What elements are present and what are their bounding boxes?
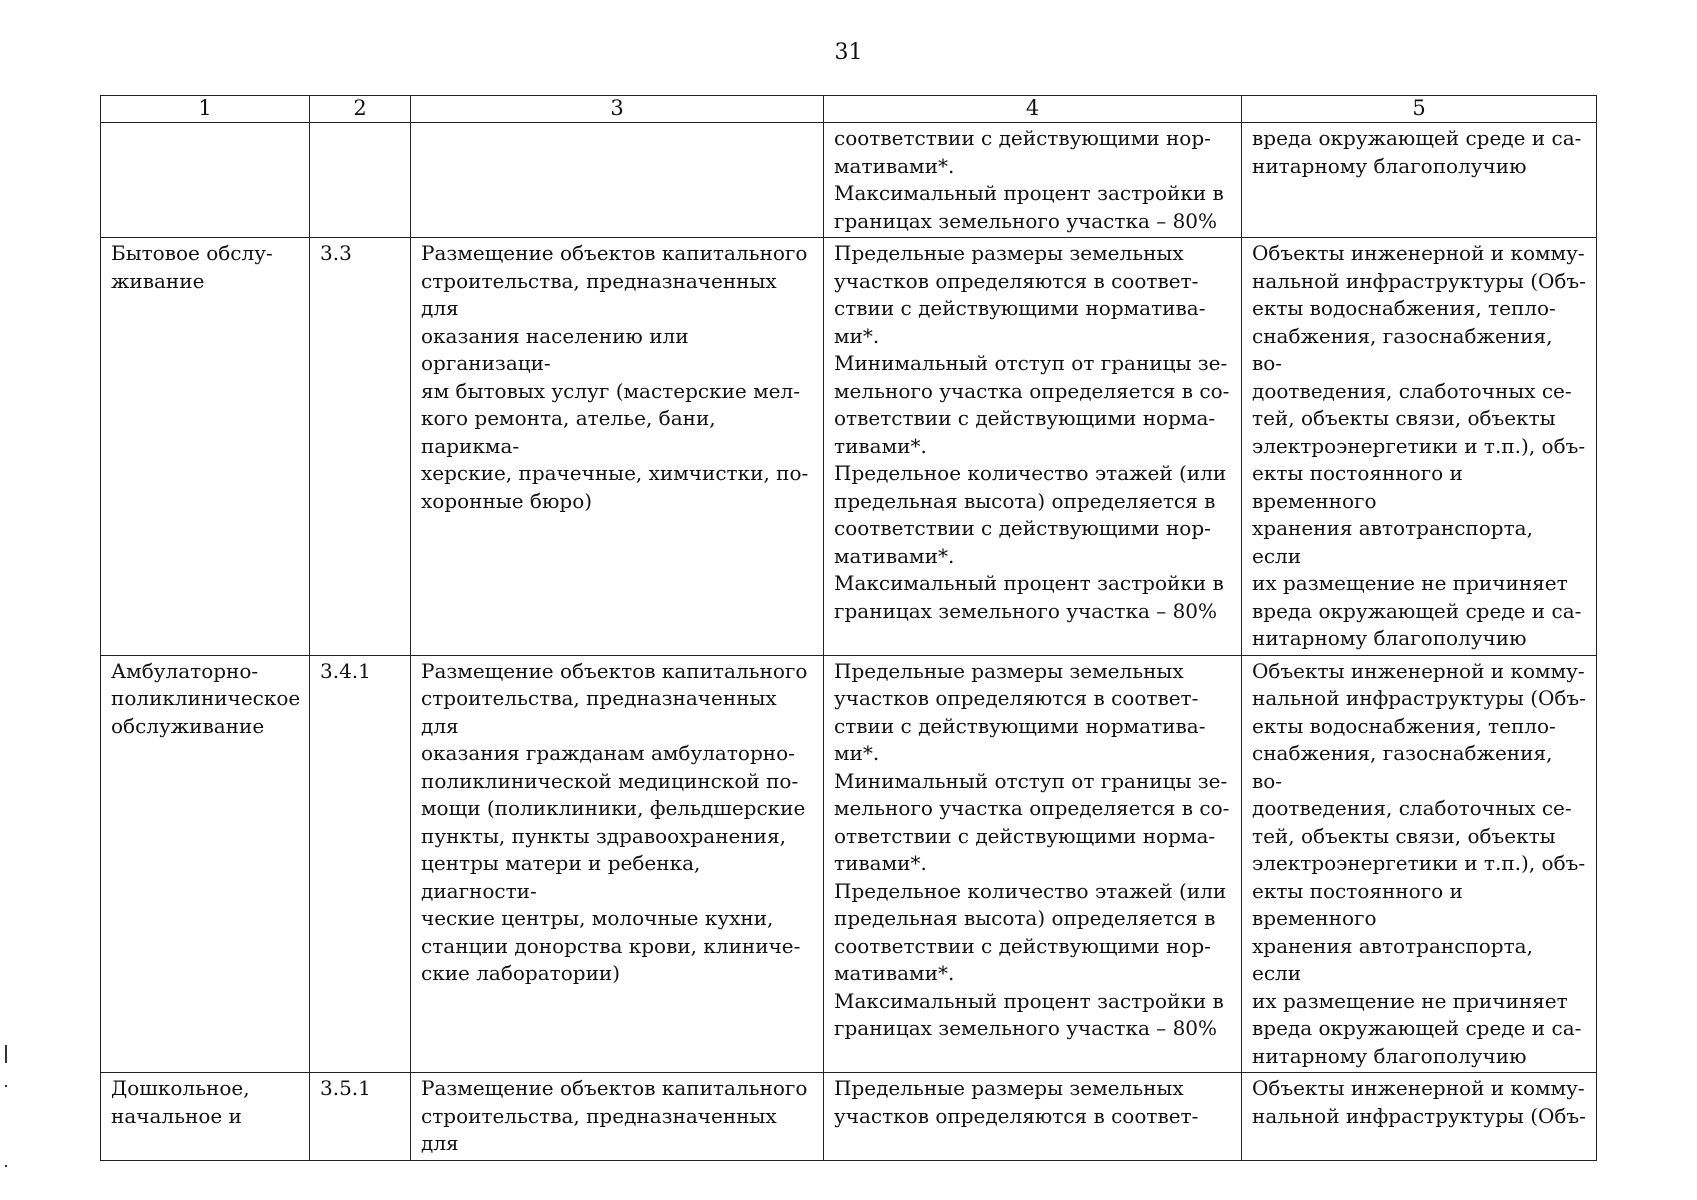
cell-name [101,123,310,238]
cell-description [411,655,824,1073]
cell-name [101,1073,310,1161]
cell-name [101,655,310,1073]
column-header-4: 4 [824,96,1242,123]
cell-auxiliary-text: Объекты инженерной и комму- нальной инфраструктуры (Объ- екты водоснабжения, тепло- снабжения, газоснабжения, во- доотведения, слаботочных се- тей, объекты связи, объекты электроэнергетики и т.п.), объ- екты постоянного и временного хранения автотранспорта, если их размещение не причиняет вреда окружающей среде и са- нитарному благополучию [1252,241,1586,650]
scan-mark [5,1085,7,1087]
cell-description-text: Размещение объектов капитального строительства, предназначенных для оказания населению или организаци- ям бытовых услуг (мастерские мел- кого ремонта, ателье, бани, парикма- херские, прачечные, химчистки, по- хоронные бюро) [421,241,809,513]
cell-parameters [824,1073,1242,1161]
land-use-table [100,95,1597,1161]
cell-name-text: Амбулаторно- поликлиническое обслуживание [111,658,301,738]
column-header-5: 5 [1242,96,1597,123]
cell-code [310,123,411,238]
cell-description-text: Размещение объектов капитального строительства, предназначенных для оказания гражданам амбулаторно- поликлинической медицинской по- мощи (поликлиники, фельдшерские пункты, пункты здравоохранения, центры матери и ребенка, диагности- ческие центры, молочные кухни, станции донорства крови, клиниче- ские лаборатории) [421,658,808,985]
cell-code-text: 3.3 [320,241,352,265]
cell-parameters [824,123,1242,238]
cell-name [101,238,310,656]
table-row [101,655,1597,1073]
cell-auxiliary [1242,238,1597,656]
cell-auxiliary-text: вреда окружающей среде и са- нитарному благополучию [1252,126,1582,178]
cell-description [411,238,824,656]
table-row [101,238,1597,656]
table-row [101,123,1597,238]
cell-auxiliary [1242,1073,1597,1161]
column-header-2: 2 [310,96,411,123]
cell-name-text: Дошкольное, начальное и [111,1076,250,1128]
cell-description-text: Размещение объектов капитального строительства, предназначенных для [421,1076,808,1155]
cell-auxiliary [1242,123,1597,238]
cell-code-text: 3.5.1 [320,1076,371,1100]
scan-mark [5,1165,7,1167]
cell-parameters [824,655,1242,1073]
cell-code [310,1073,411,1161]
header-row [101,96,1597,123]
cell-auxiliary-text: Объекты инженерной и комму- нальной инфраструктуры (Объ- екты водоснабжения, тепло- снабжения, газоснабжения, во- доотведения, слаботочных се- тей, объекты связи, объекты электроэнергетики и т.п.), объ- екты постоянного и временного хранения автотранспорта, если их размещение не причиняет вреда окружающей среде и са- нитарному благополучию [1252,658,1586,1068]
cell-description [411,123,824,238]
column-header-3: 3 [411,96,824,123]
cell-code [310,655,411,1073]
cell-parameters-text: Предельные размеры земельных участков определяются в соответ- ствии с действующими нормативa- ми*. Минимальный отступ от границы зе- мельного участка определяется в со- ответствии с действующими норма- тивами*. Предельное количество этажей (или предельная высота) определяется в соответствии с действующими нор- мативами*. Максимальный процент застройки в границах земельного участка – 80% [834,658,1230,1040]
scan-mark [5,1045,7,1063]
column-header-1: 1 [101,96,310,123]
cell-parameters-text: Предельные размеры земельных участков определяются в соответ- ствии с действующими нормативa- ми*. Минимальный отступ от границы зе- мельного участка определяется в со- ответствии с действующими норма- тивами*. Предельное количество этажей (или предельная высота) определяется в соответствии с действующими нор- мативами*. Максимальный процент застройки в границах земельного участка – 80% [834,241,1230,623]
cell-auxiliary-text: Объекты инженерной и комму- нальной инфраструктуры (Объ- [1252,1076,1586,1128]
cell-code-text: 3.4.1 [320,658,371,683]
table-row [101,1073,1597,1161]
cell-parameters-text: соответствии с действующими нор- мативами*. Максимальный процент застройки в границах земельного участка – 80% [834,126,1224,233]
cell-description [411,1073,824,1161]
page-number: 31 [834,40,863,65]
cell-code [310,238,411,656]
cell-parameters-text: Предельные размеры земельных участков определяются в соответ- [834,1076,1199,1128]
cell-auxiliary [1242,655,1597,1073]
cell-parameters [824,238,1242,656]
cell-name-text: Бытовое обслу- живание [111,241,273,293]
